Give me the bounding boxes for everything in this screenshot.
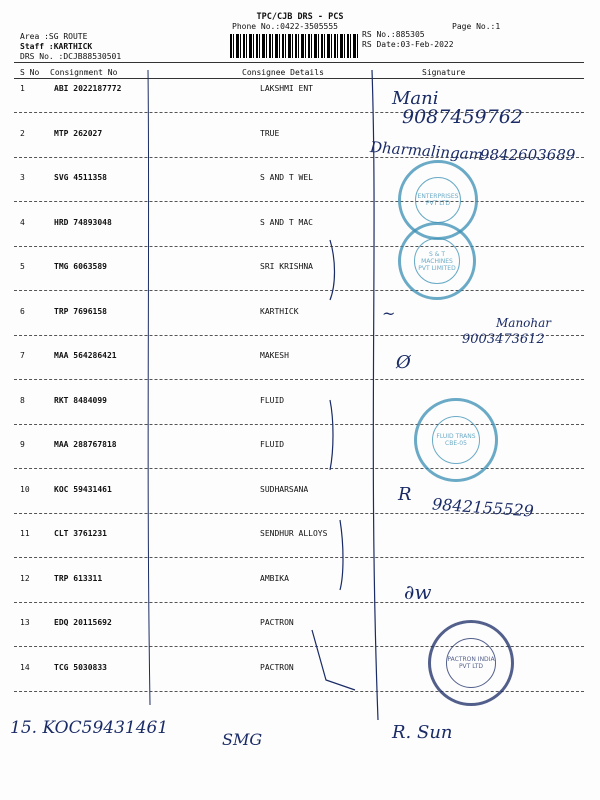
area-label: Area :SG ROUTE [20,32,88,41]
row-consignee: S AND T MAC [260,218,313,227]
col-consignee: Consignee Details [242,68,324,77]
row-consignment-number: TRP 7696158 [54,307,107,316]
sheet-title: TPC/CJB DRS - PCS [256,12,344,22]
row-serial-number: 13 [20,618,30,627]
row-serial-number: 6 [20,307,25,316]
row-consignee: LAKSHMI ENT [260,84,313,93]
row-serial-number: 4 [20,218,25,227]
handwritten-phone: 9003473612 [462,332,545,347]
row-serial-number: 12 [20,574,30,583]
row-serial-number: 2 [20,129,25,138]
row-consignment-number: KOC 59431461 [54,485,112,494]
row-consignment-number: MAA 564286421 [54,351,117,360]
stamp-label: FLUID TRANS CBE-05 [432,416,481,465]
rs-date: RS Date:03-Feb-2022 [362,40,454,49]
staff-label: Staff :KARTHICK [20,42,93,51]
row-consignee: KARTHICK [260,307,299,316]
pactron-stamp [428,620,514,706]
footer-initials: SMG [222,730,263,749]
row-serial-number: 9 [20,440,25,449]
row-consignment-number: ABI 2022187772 [54,84,122,93]
footer-signature: R. Sun [392,722,453,743]
phone-number: Phone No.:0422-3505555 [232,22,338,31]
row-consignee: FLUID [260,440,285,449]
col-consignment: Consignment No [50,68,118,77]
footer-reference: 15. KOC59431461 [10,718,169,738]
row-consignment-number: CLT 3761231 [54,529,107,538]
handwritten-phone: 9842155529 [431,494,535,521]
handwritten-signature: ~ [382,304,396,323]
fluid-trans-stamp [414,398,498,482]
st-machines-stamp [398,222,476,300]
row-serial-number: 1 [20,84,25,93]
drs-number: DRS No. :DCJB88530501 [20,52,122,61]
row-serial-number: 5 [20,262,25,271]
row-consignee: SUDHARSANA [260,485,309,494]
row-consignment-number: TRP 613311 [54,574,103,583]
row-serial-number: 3 [20,173,25,182]
handwritten-signature: Mani [392,88,439,109]
row-consignee: MAKESH [260,351,289,360]
handwritten-name: Dharmalingam [369,138,484,164]
row-consignment-number: TCG 5030833 [54,663,107,672]
col-signature: Signature [422,68,466,77]
row-consignment-number: TMG 6063589 [54,262,107,271]
row-consignee: TRUE [260,129,280,138]
row-consignment-number: SVG 4511358 [54,173,107,182]
row-consignment-number: HRD 74893048 [54,218,112,227]
row-serial-number: 11 [20,529,30,538]
rs-number: RS No.:885305 [362,30,425,39]
handwritten-phone: 9842603689 [480,146,576,164]
handwritten-signature: ∂w [404,580,432,604]
row-consignee: SENDHUR ALLOYS [260,529,328,538]
row-consignment-number: MAA 288767818 [54,440,117,449]
page-number: Page No.:1 [452,22,501,31]
row-consignee: AMBIKA [260,574,289,583]
row-consignee: SRI KRISHNA [260,262,313,271]
row-serial-number: 14 [20,663,30,672]
row-consignment-number: MTP 262027 [54,129,103,138]
handwritten-phone: 9087459762 [402,106,523,128]
handwritten-name: Manohar [496,316,552,330]
row-consignee: PACTRON [260,618,294,627]
handwritten-signature: R [398,484,412,505]
stamp-label: ENTERPRISES PVT LTD [415,177,461,223]
stamp-label: PACTRON INDIA PVT LTD [446,638,496,688]
row-serial-number: 10 [20,485,30,494]
row-serial-number: 8 [20,396,25,405]
row-consignment-number: RKT 8484099 [54,396,107,405]
row-consignment-number: EDQ 20115692 [54,618,112,627]
row-consignee: PACTRON [260,663,294,672]
handwritten-signature: Ø [396,352,411,373]
row-consignee: S AND T WEL [260,173,313,182]
stamp-label: S & T MACHINES PVT LIMITED [414,238,459,283]
col-sno: S No [20,68,40,77]
row-serial-number: 7 [20,351,25,360]
row-consignee: FLUID [260,396,285,405]
